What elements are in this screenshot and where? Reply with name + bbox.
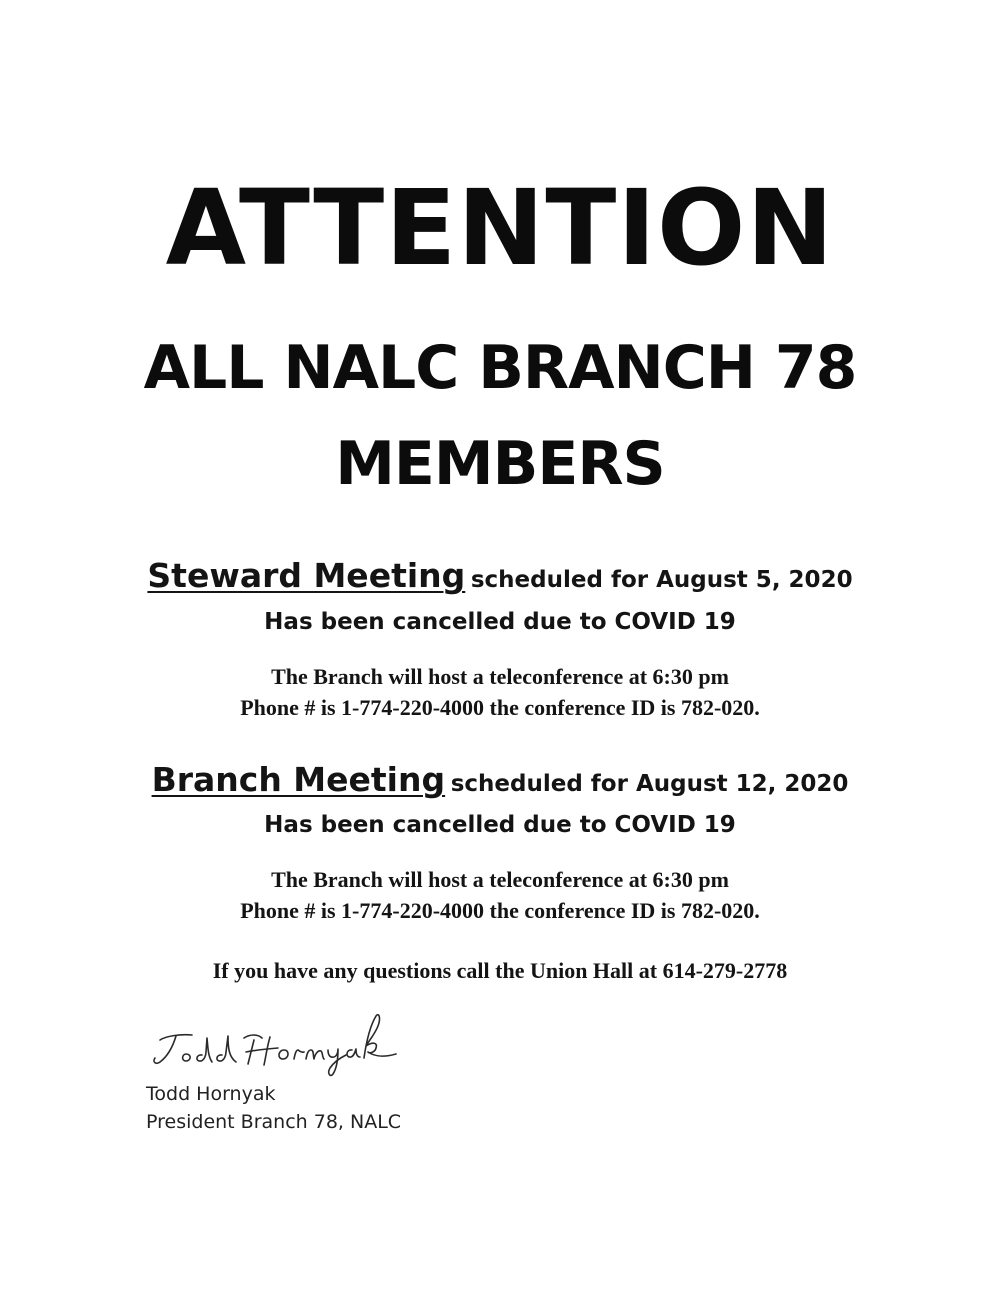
- branch-meeting-date: scheduled for August 12, 2020: [450, 771, 849, 797]
- signer-title: President Branch 78, NALC: [146, 1111, 402, 1133]
- handwritten-signature: [146, 1010, 416, 1080]
- steward-meeting-status: Has been cancelled due to COVID 19: [264, 609, 736, 635]
- signer-name: Todd Hornyak: [146, 1083, 276, 1105]
- steward-phone-text: Phone # is 1-774-220-4000 the conference ID is 782-020.: [240, 695, 760, 720]
- branch-meeting-name: Branch Meeting: [151, 760, 446, 799]
- questions-text: If you have any questions call the Union Hall at 614-279-2778: [212, 958, 788, 983]
- branch-phone-text: Phone # is 1-774-220-4000 the conference ID is 782-020.: [240, 898, 760, 923]
- members-heading-line-2: MEMBERS: [335, 429, 665, 499]
- attention-heading: ATTENTION: [165, 167, 835, 289]
- branch-meeting-status: Has been cancelled due to COVID 19: [264, 812, 736, 838]
- steward-meeting-date: scheduled for August 5, 2020: [470, 567, 853, 593]
- signature-block: [146, 1010, 416, 1136]
- branch-teleconference-text: The Branch will host a teleconference at 6:30 pm: [271, 867, 729, 892]
- steward-meeting-heading: [0, 556, 1000, 595]
- branch-meeting-heading: [0, 760, 1000, 799]
- members-heading-line-1: ALL NALC BRANCH 78: [143, 333, 857, 403]
- steward-meeting-name: Steward Meeting: [147, 556, 466, 595]
- steward-teleconference-text: The Branch will host a teleconference at 6:30 pm: [271, 664, 729, 689]
